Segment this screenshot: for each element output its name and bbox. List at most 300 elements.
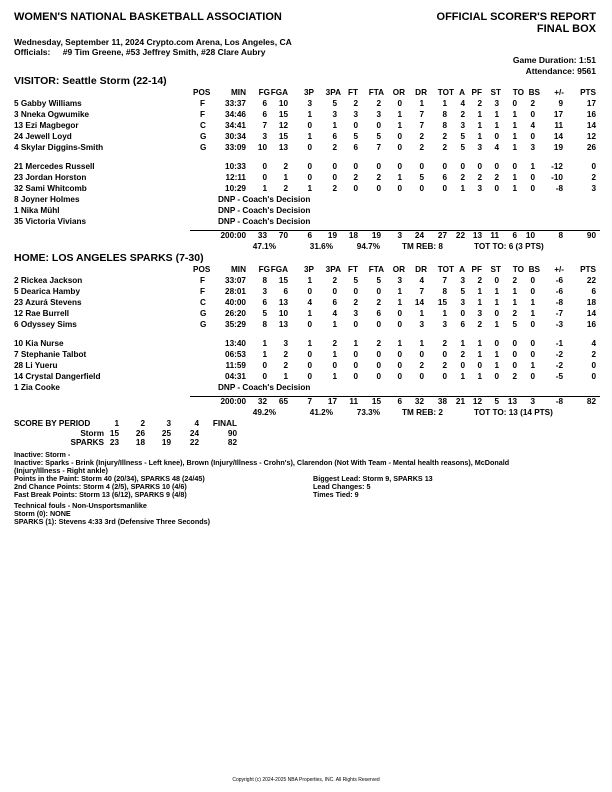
stat-dr: 2 — [419, 143, 424, 152]
stat-a: 3 — [460, 276, 465, 285]
player-position: F — [200, 287, 206, 296]
stat-or: 1 — [397, 121, 402, 130]
stat-ft: 0 — [353, 361, 358, 370]
inactive-sparks: Inactive: Sparks - Brink (Injury/Illness - Left knee), Brown (Injury/Illness - Crohn's), Clarendon (Not With Team - Mental health reasons), McDonald — [14, 458, 510, 467]
stat--: -1 — [555, 339, 563, 348]
period-score: 18 — [135, 438, 145, 447]
player-row — [0, 350, 612, 361]
period-score: 19 — [161, 438, 171, 447]
stat-tot: 3 — [442, 320, 447, 329]
stat--: -6 — [555, 287, 563, 296]
player-name: 5 Dearica Hamby — [14, 287, 80, 296]
stat-fg: 3 — [262, 132, 267, 141]
period-score: 90 — [227, 429, 237, 438]
stat-a: 1 — [460, 372, 465, 381]
player-row — [0, 287, 612, 298]
stat-st: 4 — [494, 143, 499, 152]
stat-min: 34:41 — [225, 121, 246, 130]
stat-pts: 22 — [586, 276, 596, 285]
final-box-title: FINAL BOX — [536, 23, 596, 35]
stat--: -7 — [555, 309, 563, 318]
stat-tot: 7 — [442, 276, 447, 285]
game-duration: Game Duration: 1:51 — [512, 55, 596, 65]
stat-min: 33:37 — [225, 99, 246, 108]
player-name: 23 Azurá Stevens — [14, 298, 82, 307]
total-dr: 32 — [414, 397, 424, 406]
stat-to: 0 — [512, 99, 517, 108]
stat-bs: 0 — [530, 173, 535, 182]
player-row — [0, 121, 612, 132]
stat-dr: 2 — [419, 361, 424, 370]
column-header-fga: FGA — [270, 88, 288, 97]
stat-3pa: 3 — [332, 110, 337, 119]
player-name: 8 Joyner Holmes — [14, 195, 80, 204]
stat-to: 0 — [512, 162, 517, 171]
stat-tot: 0 — [442, 162, 447, 171]
column-header-min: MIN — [230, 265, 246, 274]
stat-a: 4 — [460, 99, 465, 108]
period-label: 1 — [114, 419, 119, 428]
column-header-fta: FTA — [368, 88, 384, 97]
stat--: 9 — [558, 99, 563, 108]
totals-row — [0, 231, 612, 242]
stat-fga: 6 — [283, 287, 288, 296]
total-3pa: 17 — [327, 397, 337, 406]
total-to: 13 — [507, 397, 517, 406]
score-by-period-label: SCORE BY PERIOD — [14, 419, 91, 428]
stat-st: 1 — [494, 287, 499, 296]
column-header-pos: POS — [193, 265, 211, 274]
stat-3pa: 2 — [332, 184, 337, 193]
player-row — [0, 173, 612, 184]
stat-fg: 1 — [262, 339, 267, 348]
stat-dr: 1 — [419, 309, 424, 318]
stat-pts: 6 — [591, 287, 596, 296]
stat-ft: 2 — [353, 99, 358, 108]
total-pts: 90 — [586, 231, 596, 240]
stat-pf: 1 — [477, 350, 482, 359]
stat--: -8 — [555, 298, 563, 307]
column-header-3pa: 3PA — [325, 265, 341, 274]
player-row — [0, 184, 612, 195]
lead-changes: Lead Changes: 5 — [313, 482, 371, 491]
player-row — [0, 143, 612, 154]
stat-min: 10:29 — [225, 184, 246, 193]
stat-dr: 1 — [419, 99, 424, 108]
stat-st: 0 — [494, 184, 499, 193]
dnp-note: DNP - Coach's Decision — [218, 206, 311, 215]
total-fta: 15 — [371, 397, 381, 406]
stat-fga: 13 — [278, 320, 288, 329]
column-header-dr: DR — [415, 265, 427, 274]
stat-3pa: 1 — [332, 372, 337, 381]
stat-pf: 1 — [477, 121, 482, 130]
fg-percentage: 47.1% — [252, 242, 276, 251]
stat-bs: 4 — [530, 121, 535, 130]
stat--: -12 — [551, 162, 563, 171]
attendance: Attendance: 9561 — [525, 66, 596, 76]
stat-fga: 12 — [278, 121, 288, 130]
ft-percentage: 73.3% — [356, 408, 380, 417]
stat-dr: 3 — [419, 320, 424, 329]
stat-tot: 6 — [442, 173, 447, 182]
total-min: 200:00 — [220, 397, 246, 406]
column-header-fg: FG — [258, 265, 270, 274]
stat-min: 30:34 — [225, 132, 246, 141]
period-team-name: Storm — [80, 429, 104, 438]
column-header-a: A — [459, 88, 465, 97]
stat-3p: 0 — [307, 173, 312, 182]
stat-fga: 10 — [278, 99, 288, 108]
column-header-st: ST — [490, 265, 501, 274]
player-row — [0, 339, 612, 350]
stat-3pa: 1 — [332, 350, 337, 359]
stat-or: 0 — [397, 184, 402, 193]
stat-pts: 16 — [586, 110, 596, 119]
stat-or: 0 — [397, 162, 402, 171]
dnp-note: DNP - Coach's Decision — [218, 195, 311, 204]
column-header-to: TO — [512, 265, 524, 274]
total-bs: 3 — [530, 397, 535, 406]
column-header-ft: FT — [347, 265, 358, 274]
stat--: -8 — [555, 184, 563, 193]
player-name: 6 Odyssey Sims — [14, 320, 77, 329]
column-header-pos: POS — [193, 88, 211, 97]
stat--: 19 — [553, 143, 563, 152]
stat-st: 0 — [494, 162, 499, 171]
total-3pa: 19 — [327, 231, 337, 240]
column-header-a: A — [459, 265, 465, 274]
stat-fga: 2 — [283, 162, 288, 171]
stat-pf: 1 — [477, 287, 482, 296]
stat-ft: 0 — [353, 121, 358, 130]
stat-bs: 3 — [530, 143, 535, 152]
times-tied: Times Tied: 9 — [313, 490, 359, 499]
column-header-bs: BS — [528, 265, 540, 274]
player-name: 21 Mercedes Russell — [14, 162, 95, 171]
stat-to: 1 — [512, 173, 517, 182]
total-3p: 6 — [307, 231, 312, 240]
player-position: C — [200, 298, 206, 307]
stat-bs: 0 — [530, 110, 535, 119]
stat-bs: 2 — [530, 99, 535, 108]
stat--: 14 — [553, 132, 563, 141]
stat-or: 3 — [397, 276, 402, 285]
stat-ft: 6 — [353, 143, 358, 152]
player-position: F — [200, 110, 206, 119]
stat-bs: 0 — [530, 132, 535, 141]
stat-fta: 6 — [376, 309, 381, 318]
column-header-pf: PF — [471, 265, 482, 274]
stat-min: 28:01 — [225, 287, 246, 296]
team-rebounds: TM REB: 8 — [402, 242, 443, 251]
stat-to: 1 — [512, 110, 517, 119]
column-header--: +/- — [554, 265, 564, 274]
player-name: 12 Rae Burrell — [14, 309, 70, 318]
stat-dr: 4 — [419, 276, 424, 285]
stat-or: 0 — [397, 143, 402, 152]
stat-or: 1 — [397, 110, 402, 119]
stat-to: 1 — [512, 143, 517, 152]
total-fga: 70 — [278, 231, 288, 240]
stat-fta: 0 — [376, 372, 381, 381]
stat-pf: 2 — [477, 320, 482, 329]
stat-tot: 15 — [437, 298, 447, 307]
stat-fta: 2 — [376, 298, 381, 307]
stat-ft: 5 — [353, 132, 358, 141]
dnp-note: DNP - Coach's Decision — [218, 383, 311, 392]
stat-pts: 2 — [591, 350, 596, 359]
stat-tot: 2 — [442, 361, 447, 370]
stat-fga: 1 — [283, 372, 288, 381]
stat-bs: 0 — [530, 184, 535, 193]
stat-st: 0 — [494, 276, 499, 285]
stat-min: 06:53 — [225, 350, 246, 359]
stat-a: 0 — [460, 309, 465, 318]
stat-3pa: 4 — [332, 309, 337, 318]
column-header-row — [0, 88, 612, 99]
stat-3pa: 1 — [332, 320, 337, 329]
total-fg: 32 — [257, 397, 267, 406]
period-label: 3 — [166, 419, 171, 428]
stat-3p: 1 — [307, 132, 312, 141]
stat-dr: 5 — [419, 173, 424, 182]
period-score-row — [0, 438, 612, 449]
dnp-row — [0, 195, 612, 206]
stat-min: 13:40 — [225, 339, 246, 348]
total-a: 22 — [455, 231, 465, 240]
column-header-pf: PF — [471, 88, 482, 97]
total-a: 21 — [455, 397, 465, 406]
stat-to: 1 — [512, 121, 517, 130]
stat-st: 0 — [494, 339, 499, 348]
technical-fouls-heading: Technical fouls - Non-Unsportsmanlike — [14, 501, 147, 510]
stat-a: 3 — [460, 121, 465, 130]
stat-3p: 0 — [307, 350, 312, 359]
player-row — [0, 132, 612, 143]
second-chance-points: 2nd Chance Points: Storm 4 (2/5), SPARKS 10 (4/6) — [14, 482, 187, 491]
player-name: 1 Nika Mühl — [14, 206, 60, 215]
stat-3p: 1 — [307, 184, 312, 193]
stat-min: 10:33 — [225, 162, 246, 171]
stat-or: 0 — [397, 372, 402, 381]
stat-fta: 0 — [376, 361, 381, 370]
stat-bs: 1 — [530, 309, 535, 318]
stat-a: 1 — [460, 339, 465, 348]
column-header-pts: PTS — [580, 265, 596, 274]
stat-min: 11:59 — [225, 361, 246, 370]
stat-st: 1 — [494, 298, 499, 307]
stat-ft: 2 — [353, 173, 358, 182]
stat-min: 12:11 — [225, 173, 246, 182]
stat-3pa: 6 — [332, 132, 337, 141]
player-name: 10 Kia Nurse — [14, 339, 64, 348]
stat-pts: 26 — [586, 143, 596, 152]
stat-pf: 2 — [477, 99, 482, 108]
stat-to: 5 — [512, 320, 517, 329]
column-header-to: TO — [512, 88, 524, 97]
stat--: -2 — [555, 361, 563, 370]
period-label: 4 — [194, 419, 199, 428]
stat-3p: 0 — [307, 162, 312, 171]
stat--: 17 — [553, 110, 563, 119]
stat-to: 0 — [512, 350, 517, 359]
column-header-tot: TOT — [437, 88, 454, 97]
stat-a: 0 — [460, 361, 465, 370]
stat-3p: 1 — [307, 110, 312, 119]
stat-fg: 10 — [257, 143, 267, 152]
stat-ft: 3 — [353, 110, 358, 119]
player-row — [0, 276, 612, 287]
stat-st: 0 — [494, 132, 499, 141]
player-name: 7 Stephanie Talbot — [14, 350, 87, 359]
three-point-percentage: 31.6% — [309, 242, 333, 251]
column-header-st: ST — [490, 88, 501, 97]
player-row — [0, 372, 612, 383]
report-title: OFFICIAL SCORER'S REPORT — [436, 11, 596, 23]
stat-3p: 3 — [307, 99, 312, 108]
stat-pf: 0 — [477, 361, 482, 370]
player-name: 3 Nneka Ogwumike — [14, 110, 90, 119]
stat-fta: 0 — [376, 162, 381, 171]
stat-fta: 2 — [376, 339, 381, 348]
total-turnovers: TOT TO: 13 (14 PTS) — [474, 408, 553, 417]
stat-fta: 7 — [376, 143, 381, 152]
player-position: G — [200, 309, 207, 318]
stat-fg: 6 — [262, 99, 267, 108]
stat-ft: 0 — [353, 162, 358, 171]
total-to: 6 — [512, 231, 517, 240]
stat-pts: 3 — [591, 184, 596, 193]
stat-fg: 6 — [262, 110, 267, 119]
player-name: 23 Jordan Horston — [14, 173, 87, 182]
period-team-name: SPARKS — [70, 438, 104, 447]
stat-pf: 1 — [477, 372, 482, 381]
stat-pf: 2 — [477, 276, 482, 285]
stat-bs: 1 — [530, 298, 535, 307]
period-score: 24 — [189, 429, 199, 438]
visitor-team-title: VISITOR: Seattle Storm (22-14) — [14, 75, 167, 87]
stat-dr: 0 — [419, 162, 424, 171]
stat-3pa: 2 — [332, 276, 337, 285]
totals-row — [0, 397, 612, 408]
column-header-or: OR — [392, 88, 405, 97]
stat-dr: 0 — [419, 372, 424, 381]
total-or: 6 — [397, 397, 402, 406]
dnp-row — [0, 206, 612, 217]
total-fga: 65 — [278, 397, 288, 406]
stat-a: 5 — [460, 287, 465, 296]
team-rebounds: TM REB: 2 — [402, 408, 443, 417]
stat-fta: 0 — [376, 350, 381, 359]
dnp-row — [0, 217, 612, 228]
stat-3pa: 2 — [332, 143, 337, 152]
stat-3pa: 0 — [332, 361, 337, 370]
stat-3pa: 0 — [332, 173, 337, 182]
stat-bs: 0 — [530, 320, 535, 329]
player-row — [0, 298, 612, 309]
stat-fg: 8 — [262, 276, 267, 285]
stat-ft: 0 — [353, 372, 358, 381]
stat-bs: 1 — [530, 162, 535, 171]
ft-percentage: 94.7% — [356, 242, 380, 251]
stat-st: 1 — [494, 320, 499, 329]
period-label: FINAL — [212, 419, 237, 428]
stat-pts: 0 — [591, 361, 596, 370]
stat-tot: 8 — [442, 110, 447, 119]
stat-3pa: 0 — [332, 162, 337, 171]
stat-st: 3 — [494, 99, 499, 108]
column-header-ft: FT — [347, 88, 358, 97]
stat-fg: 1 — [262, 350, 267, 359]
stat-pts: 16 — [586, 320, 596, 329]
three-point-percentage: 41.2% — [309, 408, 333, 417]
player-name: 1 Zia Cooke — [14, 383, 60, 392]
stat-fta: 2 — [376, 173, 381, 182]
stat-3p: 1 — [307, 276, 312, 285]
stat-a: 1 — [460, 184, 465, 193]
period-score: 82 — [227, 438, 237, 447]
column-header--: +/- — [554, 88, 564, 97]
dnp-note: DNP - Coach's Decision — [218, 217, 311, 226]
player-name: 14 Crystal Dangerfield — [14, 372, 101, 381]
total--: -8 — [555, 397, 563, 406]
stat-dr: 14 — [414, 298, 424, 307]
stat-fga: 15 — [278, 132, 288, 141]
player-name: 35 Victoria Vivians — [14, 217, 87, 226]
total-pts: 82 — [586, 397, 596, 406]
stat-pf: 1 — [477, 132, 482, 141]
stat-3p: 0 — [307, 143, 312, 152]
total-or: 3 — [397, 231, 402, 240]
period-score: 23 — [109, 438, 119, 447]
stat-ft: 1 — [353, 339, 358, 348]
stat-3pa: 1 — [332, 121, 337, 130]
stat-bs: 0 — [530, 350, 535, 359]
total-bs: 10 — [525, 231, 535, 240]
stat-or: 0 — [397, 320, 402, 329]
total-ft: 11 — [349, 397, 358, 406]
stat--: -3 — [555, 320, 563, 329]
stat-fg: 0 — [262, 173, 267, 182]
stat-ft: 3 — [353, 309, 358, 318]
stat--: -6 — [555, 276, 563, 285]
stat-to: 1 — [512, 132, 517, 141]
column-header-3pa: 3PA — [325, 88, 341, 97]
copyright-footer: Copyright (c) 2024-2025 NBA Properties, INC. All Rights Reserved — [232, 777, 380, 783]
stat-fga: 13 — [278, 143, 288, 152]
column-header-3p: 3P — [303, 88, 314, 97]
player-row — [0, 309, 612, 320]
total-fta: 19 — [371, 231, 381, 240]
column-header-dr: DR — [415, 88, 427, 97]
stat-3p: 4 — [307, 298, 312, 307]
player-position: F — [200, 276, 206, 285]
player-row — [0, 361, 612, 372]
stat-to: 0 — [512, 361, 517, 370]
total-pf: 13 — [472, 231, 482, 240]
column-header-pts: PTS — [580, 88, 596, 97]
stat-a: 5 — [460, 143, 465, 152]
stat-to: 1 — [512, 287, 517, 296]
stat-min: 33:09 — [225, 143, 246, 152]
stat-bs: 0 — [530, 339, 535, 348]
stat-tot: 2 — [442, 143, 447, 152]
stat-or: 0 — [397, 132, 402, 141]
stat-ft: 2 — [353, 298, 358, 307]
player-position: G — [200, 143, 207, 152]
inactive-storm: Inactive: Storm - — [14, 450, 71, 459]
